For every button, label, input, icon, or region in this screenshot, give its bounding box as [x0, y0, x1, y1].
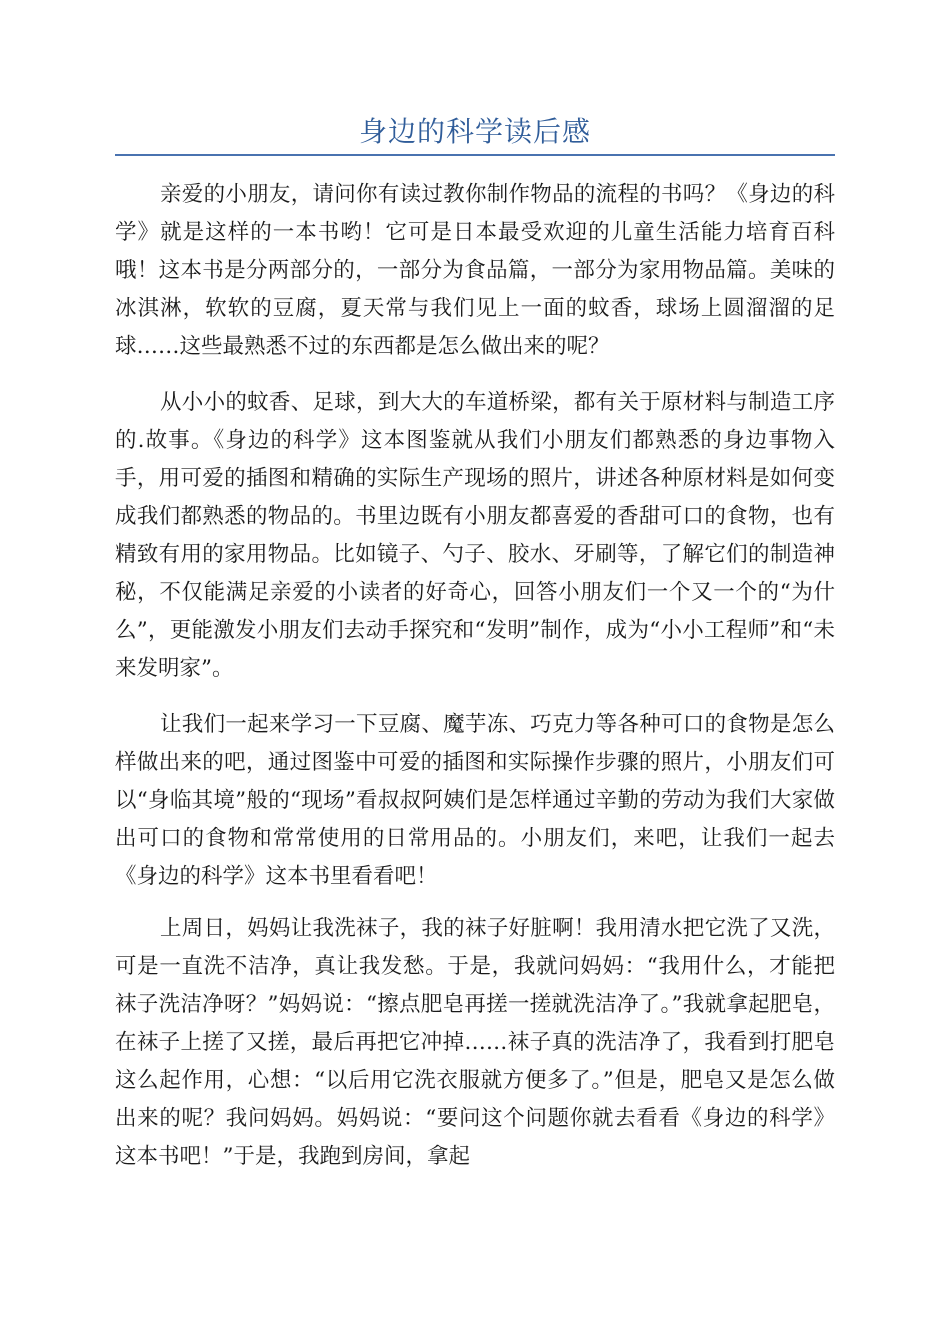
title-underline [115, 154, 835, 156]
paragraph-1: 亲爱的小朋友，请问你有读过教你制作物品的流程的书吗？《身边的科学》就是这样的一本书哟！它可是日本最受欢迎的儿童生活能力培育百科哦！这本书是分两部分的，一部分为食品篇，一部分为家用物品篇。美味的冰淇淋，软软的豆腐，夏天常与我们见上一面的蚊香，球场上圆溜溜的足球……这些最熟悉不过的东西都是怎么做出来的呢？ [115, 182, 835, 359]
paragraph-3: 让我们一起来学习一下豆腐、魔芋冻、巧克力等各种可口的食物是怎么样做出来的吧，通过图鉴中可爱的插图和实际操作步骤的照片，小朋友们可以“身临其境”般的“现场”看叔叔阿姨们是怎样通过辛勤的劳动为我们大家做出可口的食物和常常使用的日常用品的。小朋友们，来吧，让我们一起去《身边的科学》这本书里看看吧！ [115, 712, 835, 889]
document-title: 身边的科学读后感 [358, 115, 591, 148]
paragraph-2: 从小小的蚊香、足球，到大大的车道桥梁，都有关于原材料与制造工序的.故事。《身边的科学》这本图鉴就从我们小朋友们都熟悉的身边事物入手，用可爱的插图和精确的实际生产现场的照片，讲述各种原材料是如何变成我们都熟悉的物品的。书里边既有小朋友都喜爱的香甜可口的食物，也有精致有用的家用物品。比如镜子、勺子、胶水、牙刷等，了解它们的制造神秘，不仅能满足亲爱的小读者的好奇心，回答小朋友们一个又一个的“为什么”，更能激发小朋友们去动手探究和“发明”制作，成为“小小工程师”和“未来发明家”。 [115, 390, 835, 681]
paragraph-4: 上周日，妈妈让我洗袜子，我的袜子好脏啊！我用清水把它洗了又洗，可是一直洗不洁净，真让我发愁。于是，我就问妈妈：“我用什么，才能把袜子洗洁净呀？”妈妈说：“擦点肥皂再搓一搓就洗洁净了。”我就拿起肥皂，在袜子上搓了又搓，最后再把它冲掉……袜子真的洗洁净了，我看到打肥皂这么起作用，心想：“以后用它洗衣服就方便多了。”但是，肥皂又是怎么做出来的呢？我问妈妈。妈妈说：“要问这个问题你就去看看《身边的科学》这本书吧！”于是，我跑到房间，拿起 [115, 916, 835, 1169]
